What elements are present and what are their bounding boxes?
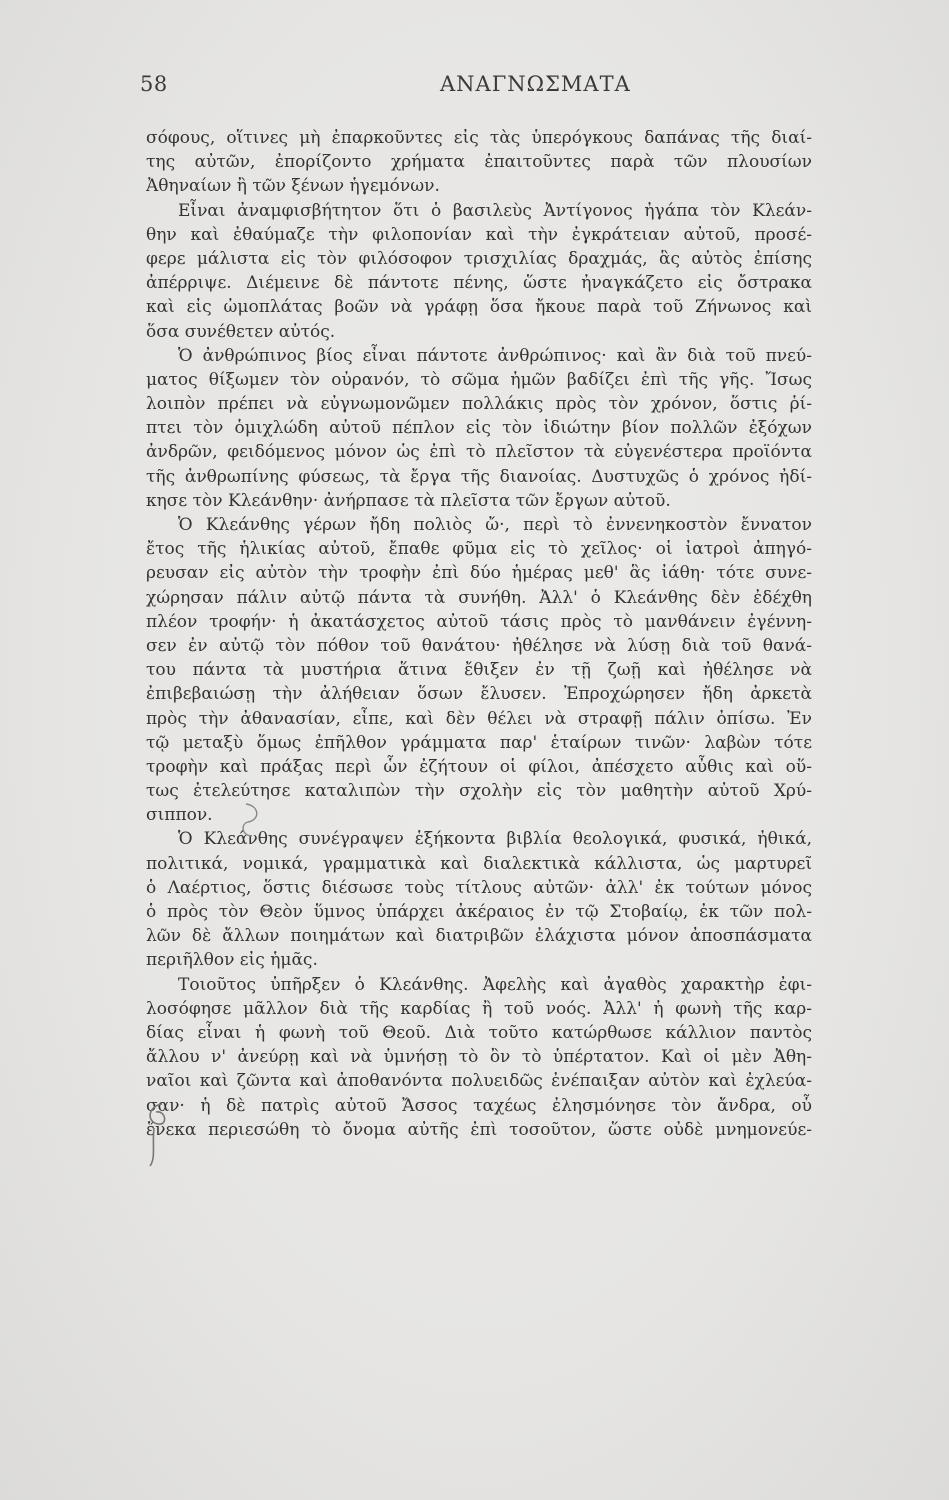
text-line: πολιτικά, νομικά, γραμματικὰ καὶ διαλεκτικὰ κάλλιστα, ὡς μαρτυρεῖ bbox=[146, 853, 812, 874]
text-line: ὁ πρὸς τὸν Θεὸν ὕμνος ὑπάρχει ἀκέραιος ἐν τῷ Στοβαίῳ, ἐκ τῶν πολ- bbox=[146, 902, 812, 922]
text-line: περιῆλθον εἰς ἡμᾶς. bbox=[146, 950, 318, 971]
text-line: ρευσαν εἰς αὐτὸν τὴν τροφὴν ἐπὶ δύο ἡμέρας μεθ' ἃς ἰάθη· τότε συνε- bbox=[146, 563, 812, 584]
text-line: κησε τὸν Κλεάνθην· ἀνήρπασε τὰ πλεῖστα τῶν ἔργων αὐτοῦ. bbox=[146, 490, 671, 511]
text-line: σιππον. bbox=[146, 805, 213, 826]
text-line: σαν· ἡ δὲ πατρὶς αὐτοῦ Ἄσσος ταχέως ἐλησμόνησε τὸν ἄνδρα, οὗ bbox=[146, 1095, 812, 1116]
text-line: ἀνδρῶν, φειδόμενος μόνον ὡς ἐπὶ τὸ πλεῖστον τὰ εὐγενέστερα προϊόντα bbox=[146, 442, 812, 463]
text-line: τῷ μεταξὺ ὅμως ἐπῆλθον γράμματα παρ' ἑταίρων τινῶν· λαβὼν τότε bbox=[146, 732, 812, 753]
text-line: του πάντα τὰ μυστήρια ἅτινα ἔθιξεν ἐν τῇ ζωῇ καὶ ἠθέλησε νὰ bbox=[146, 660, 812, 681]
text-line: Τοιοῦτος ὑπῆρξεν ὁ Κλεάνθης. Ἀφελὴς καὶ ἀγαθὸς χαρακτὴρ ἐφι- bbox=[178, 974, 812, 995]
text-line: λοιπὸν πρέπει νὰ εὐγνωμονῶμεν πολλάκις πρὸς τὸν χρόνον, ὅστις ῥί- bbox=[146, 394, 812, 415]
text-line: πτει τὸν ὁμιχλώδη αὐτοῦ πέπλον εἰς τὸν ἰδιώτην βίον πολλῶν ἐξόχων bbox=[146, 418, 812, 439]
text-line: ἀπέρριψε. Διέμεινε δὲ πάντοτε πένης, ὥστε ἠναγκάζετο εἰς ὄστρακα bbox=[146, 273, 812, 294]
text-line: τῆς ἀνθρωπίνης φύσεως, τὰ ἔργα τῆς διανοίας. Δυστυχῶς ὁ χρόνος ἠδί- bbox=[146, 466, 812, 487]
text-line: ὅσα συνέθετεν αὐτός. bbox=[146, 321, 336, 342]
text-line: λῶν δὲ ἄλλων ποιημάτων καὶ διατριβῶν ἐλάχιστα μόνον ἀποσπάσματα bbox=[146, 926, 812, 947]
pencil-mark-icon bbox=[140, 1100, 176, 1170]
text-line: Ὁ ἀνθρώπινος βίος εἶναι πάντοτε ἀνθρώπινος· καὶ ἂν διὰ τοῦ πνεύ- bbox=[178, 345, 812, 366]
text-line: φερε μάλιστα εἰς τὸν φιλόσοφον τρισχιλίας δραχμάς, ἃς αὐτὸς ἐπίσης bbox=[146, 248, 812, 269]
page-header bbox=[140, 72, 820, 108]
text-line: θην καὶ ἐθαύμαζε τὴν φιλοπονίαν καὶ τὴν ἐγκράτειαν αὐτοῦ, προσέ- bbox=[146, 224, 812, 245]
text-line: πρὸς τὴν ἀθανασίαν, εἶπε, καὶ δὲν θέλει νὰ στραφῇ πάλιν ὀπίσω. Ἐν bbox=[146, 708, 812, 729]
text-line: ἄλλου ν' ἀνεύρῃ καὶ νὰ ὑμνήσῃ τὸ ὂν τὸ ὑπέρτατον. Καὶ οἱ μὲν Ἀθη- bbox=[146, 1047, 812, 1068]
text-line: της αὐτῶν, ἐπορίζοντο χρήματα ἐπαιτοῦντες παρὰ τῶν πλουσίων bbox=[146, 152, 812, 173]
pencil-mark-icon bbox=[238, 800, 268, 840]
text-line: ἕνεκα περιεσώθη τὸ ὄνομα αὐτῆς ἐπὶ τοσοῦτον, ὥστε οὐδὲ μνημονεύε- bbox=[146, 1119, 812, 1140]
text-line: Ὁ Κλεάνθης συνέγραψεν ἑξήκοντα βιβλία θεολογικά, φυσικά, ἠθικά, bbox=[178, 829, 812, 850]
text-line: σόφους, οἵτινες μὴ ἐπαρκοῦντες εἰς τὰς ὑπερόγκους δαπάνας τῆς διαί- bbox=[146, 128, 812, 148]
text-line: σεν ἐν αὐτῷ τὸν πόθον τοῦ θανάτου· ἠθέλησε νὰ λύσῃ διὰ τοῦ θανά- bbox=[146, 635, 812, 656]
text-line: ματος θίξωμεν τὸν οὐρανόν, τὸ σῶμα ἡμῶν βαδίζει ἐπὶ τῆς γῆς. Ἴσως bbox=[146, 369, 812, 390]
text-line: ναῖοι καὶ ζῶντα καὶ ἀποθανόντα πολυειδῶς ἐνέπαιξαν αὐτὸν καὶ ἐχλεύα- bbox=[146, 1071, 812, 1092]
text-line: τως ἐτελεύτησε καταλιπὼν τὴν σχολὴν εἰς τὸν μαθητὴν αὐτοῦ Χρύ- bbox=[146, 781, 812, 802]
body-text bbox=[146, 126, 812, 1142]
text-line: λοσόφησε μᾶλλον διὰ τῆς καρδίας ἢ τοῦ νοός. Ἀλλ' ἡ φωνὴ τῆς καρ- bbox=[146, 998, 812, 1019]
text-line: τροφὴν καὶ πράξας περὶ ὧν ἐζήτουν οἱ φίλοι, ἀπέσχετο αὖθις καὶ οὕ- bbox=[146, 756, 812, 777]
text-line: Ὁ Κλεάνθης γέρων ἤδη πολιὸς ὤ·, περὶ τὸ ἐννενηκοστὸν ἔννατον bbox=[178, 515, 812, 535]
text-line: πλέον τροφήν· ἡ ἀκατάσχετος αὐτοῦ τάσις πρὸς τὸ μανθάνειν ἐγέννη- bbox=[146, 611, 812, 632]
text-line: Ἀθηναίων ἢ τῶν ξένων ἡγεμόνων. bbox=[146, 176, 440, 197]
page-number: 58 bbox=[140, 72, 168, 96]
text-line: ἐπιβεβαιώσῃ τὴν ἀλήθειαν ὅσων ἔλυσεν. Ἐπροχώρησεν ἤδη ἀρκετὰ bbox=[146, 684, 812, 705]
running-title: ΑΝΑΓΝΩΣΜΑΤΑ bbox=[440, 72, 631, 96]
text-line: δίας εἶναι ἡ φωνὴ τοῦ Θεοῦ. Διὰ τοῦτο κατώρθωσε κάλλιον παντὸς bbox=[146, 1022, 812, 1043]
text-line: Εἶναι ἀναμφισβήτητον ὅτι ὁ βασιλεὺς Ἀντίγονος ἠγάπα τὸν Κλεάν- bbox=[178, 200, 812, 221]
text-line: ὁ Λαέρτιος, ὅστις διέσωσε τοὺς τίτλους αὐτῶν· ἀλλ' ἐκ τούτων μόνος bbox=[146, 877, 812, 898]
text-line: καὶ εἰς ὠμοπλάτας βοῶν νὰ γράφῃ ὅσα ἤκουε παρὰ τοῦ Ζήνωνος καὶ bbox=[146, 297, 812, 318]
text-line: ἔτος τῆς ἡλικίας αὐτοῦ, ἔπαθε φῦμα εἰς τὸ χεῖλος· οἱ ἰατροὶ ἀπηγό- bbox=[146, 539, 812, 560]
text-line: χώρησαν πάλιν αὐτῷ πάντα τὰ συνήθη. Ἀλλ' ὁ Κλεάνθης δὲν ἐδέχθη bbox=[146, 587, 812, 608]
